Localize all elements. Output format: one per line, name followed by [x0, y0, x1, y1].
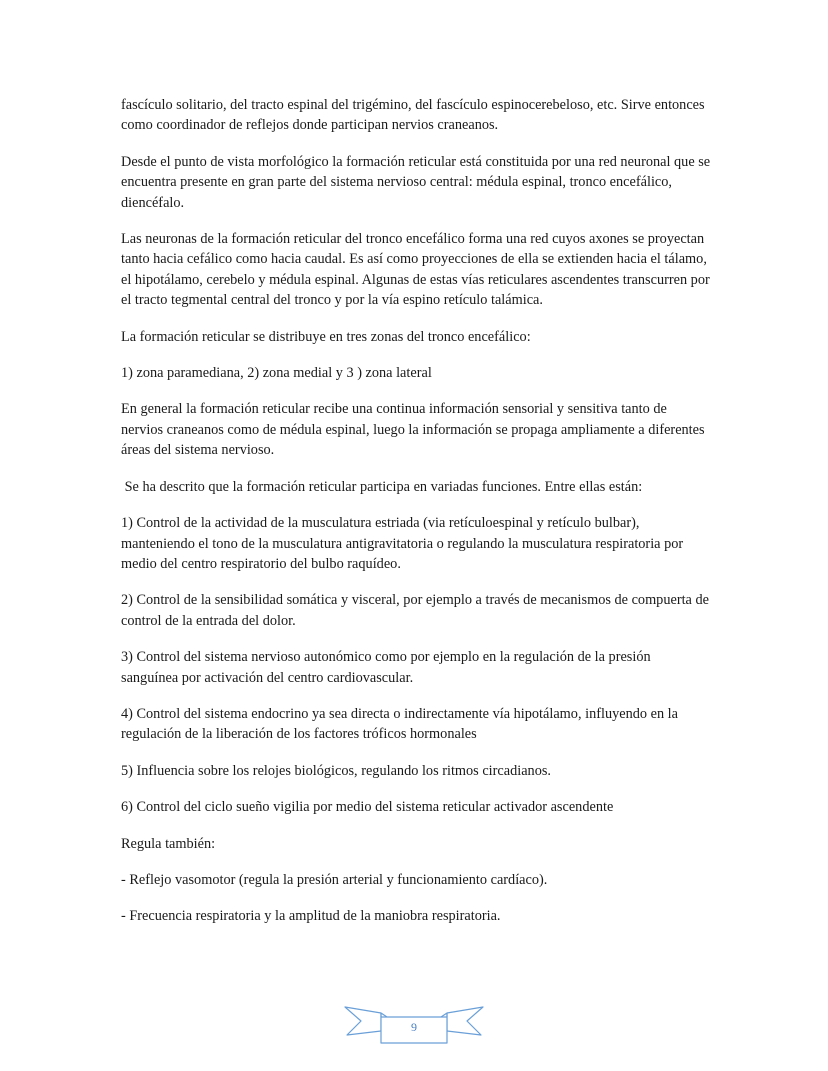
- paragraph-13: 6) Control del ciclo sueño vigilia por medio del sistema reticular activador ascendente: [121, 799, 614, 816]
- paragraph-14: Regula también:: [121, 835, 216, 852]
- paragraph-3: Las neuronas de la formación reticular del tronco encefálico forma una red cuyos axones se proyectan tanto hacia cefálico como hacia caudal. Es así como proyecciones de ella se extienden hacia el tálamo, el hipotálamo, cerebelo y médula espinal. Algunas de estas vías reticulares ascendentes transcurren por el tracto tegmental central del tronco y por la vía espino retículo talámica.: [121, 231, 710, 309]
- page-number-ribbon: [343, 1001, 485, 1047]
- paragraph-8: 1) Control de la actividad de la musculatura estriada (via retículoespinal y retículo bulbar), manteniendo el tono de la musculatura antigravitatoria o regulando la musculatura respiratoria por medio del centro respiratorio del bulbo raquídeo.: [121, 515, 684, 572]
- paragraph-5: 1) zona paramediana, 2) zona medial y 3 ) zona lateral: [121, 365, 432, 382]
- document-body: [121, 95, 711, 943]
- paragraph-2: Desde el punto de vista morfológico la formación reticular está constituida por una red neuronal que se encuentra presente en gran parte del sistema nervioso central: médula espinal, tronco encefálico, diencéfalo.: [121, 153, 711, 211]
- paragraph-4: La formación reticular se distribuye en tres zonas del tronco encefálico:: [121, 328, 531, 345]
- paragraph-11: 4) Control del sistema endocrino ya sea directa o indirectamente vía hipotálamo, influyendo en la regulación de la liberación de los factores tróficos hormonales: [121, 705, 678, 743]
- paragraph-16: - Frecuencia respiratoria y la amplitud de la maniobra respiratoria.: [121, 908, 501, 925]
- paragraph-7: Se ha descrito que la formación reticular participa en variadas funciones. Entre ellas están:: [121, 478, 643, 495]
- paragraph-10: 3) Control del sistema nervioso autonómico como por ejemplo en la regulación de la presión sanguínea por activación del centro cardiovascular.: [121, 649, 651, 686]
- paragraph-12: 5) Influencia sobre los relojes biológicos, regulando los ritmos circadianos.: [121, 762, 551, 779]
- paragraph-9: 2) Control de la sensibilidad somática y visceral, por ejemplo a través de mecanismos de compuerta de control de la entrada del dolor.: [121, 592, 709, 629]
- paragraph-6: En general la formación reticular recibe una continua información sensorial y sensitiva tanto de nervios craneanos como de médula espinal, luego la información se propaga ampliamente a diferentes áreas del sistema nervioso.: [121, 401, 705, 459]
- page-number: 9: [411, 1020, 417, 1034]
- paragraph-1: fascículo solitario, del tracto espinal del trigémino, del fascículo espinocerebeloso, etc. Sirve entonces como coordinador de reflejos donde participan nervios craneanos.: [121, 97, 705, 134]
- paragraph-15: - Reflejo vasomotor (regula la presión arterial y funcionamiento cardíaco).: [121, 871, 548, 888]
